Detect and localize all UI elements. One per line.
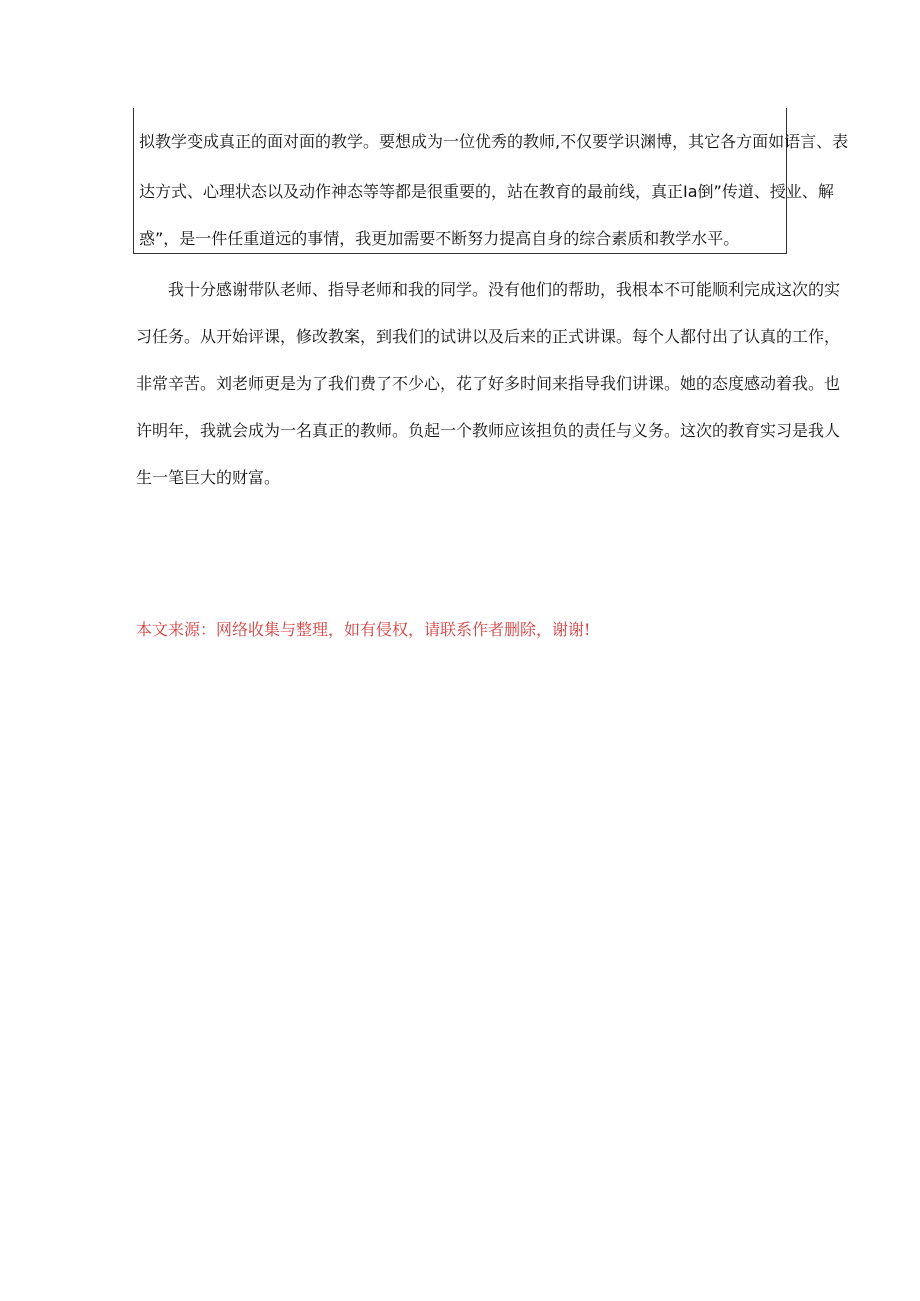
bordered-text-block — [133, 108, 849, 254]
boxed-line-1: 拟教学变成真正的面对面的教学。要想成为一位优秀的教师,不仅要学识渊博，其它各方面如语言、表 — [139, 132, 849, 151]
source-disclaimer: 本文来源：网络收集与整理，如有侵权，请联系作者删除，谢谢! — [136, 620, 591, 639]
paragraph-line-1: 我十分感谢带队老师、指导老师和我的同学。没有他们的帮助，我根本不可能顺利完成这次的实 — [168, 280, 841, 299]
paragraph-line-2: 习任务。从开始评课，修改教案，到我们的试讲以及后来的正式讲课。每个人都付出了认真的工作， — [136, 327, 841, 346]
paragraph-line-3: 非常辛苦。刘老师更是为了我们费了不少心，花了好多时间来指导我们讲课。她的态度感动着我。也 — [136, 374, 841, 393]
boxed-line-2: 达方式、心理状态以及动作神态等等都是很重要的，站在教育的最前线，真正Ia倒”传道、授业、解 — [139, 182, 834, 201]
boxed-line-3: 惑”，是一件任重道远的事情，我更加需要不断努力提高自身的综合素质和教学水平。 — [139, 229, 740, 248]
paragraph-line-4: 许明年，我就会成为一名真正的教师。负起一个教师应该担负的责任与义务。这次的教育实习是我人 — [136, 421, 841, 440]
paragraph-line-5: 生一笔巨大的财富。 — [136, 468, 281, 487]
